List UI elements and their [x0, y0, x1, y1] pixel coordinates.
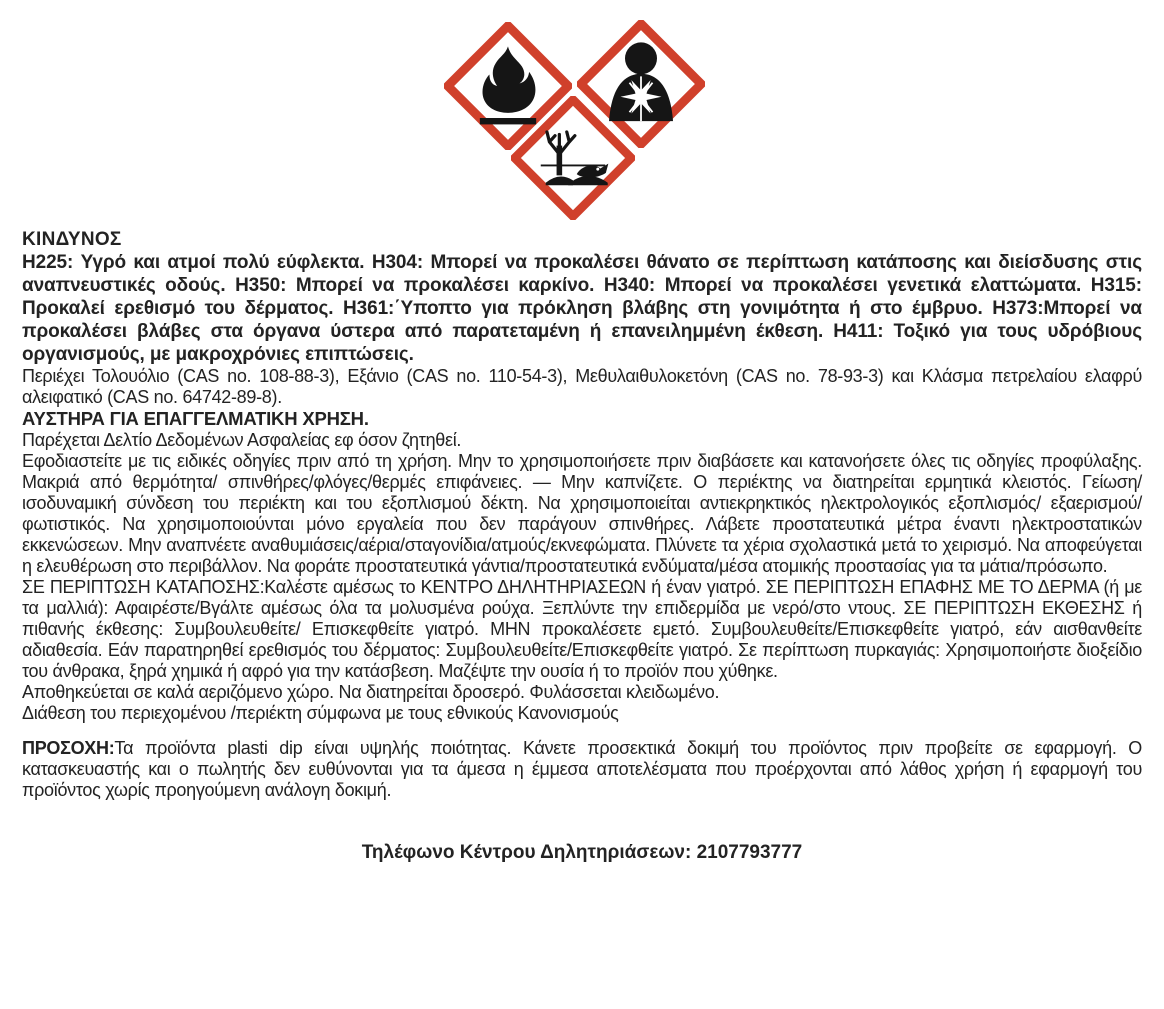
sds-statement: Παρέχεται Δελτίο Δεδομένων Ασφαλείας εφ όσον ζητηθεί.	[22, 430, 462, 450]
storage-statement: Αποθηκεύεται σε καλά αεριζόμενο χώρο. Να διατηρείται δροσερό. Φυλάσσεται κλειδωμένο.	[22, 682, 720, 702]
professional-use-statement: ΑΥΣΤΗΡΑ ΓΙΑ ΕΠΑΓΓΕΛΜΑΤΙΚΗ ΧΡΗΣΗ.	[22, 408, 369, 429]
disposal-statement: Διάθεση του περιεχομένου /περιέκτη σύμφωνα με τους εθνικούς Κανονισμούς	[22, 703, 619, 723]
caution-label: ΠΡΟΣΟΧΗ:	[22, 738, 115, 758]
precautionary-statements-general: Εφοδιαστείτε με τις ειδικές οδηγίες πριν από τη χρήση. Μην το χρησιμοποιήσετε πριν διαβάσετε και κατανοήσετε όλες τις οδηγίες προφύλαξης. Μακριά από θερμότητα/ σπινθήρες/φλόγες/θερμές επιφάνειες. — Μην καπνίζετε. Ο περιέκτης να διατηρείται ερμητικά κλειστός. Γείωση/ισοδυναμική σύνδεση του περιέκτη και του εξοπλισμού δέκτη. Να χρησιμοποιείται αντιεκρηκτικός ηλεκτρολογικός εξοπλισμός/ εξαερισμού/ φωτιστικός. Να χρησιμοποιούνται μόνο εργαλεία που δεν παράγουν σπινθήρες. Λάβετε προστατευτικά μέτρα έναντι ηλεκτροστατικών εκκενώσεων. Μην αναπνέετε αναθυμιάσεις/αέρια/σταγονίδια/ατμούς/εκνεφώματα. Πλύνετε τα χέρια σχολαστικά μετά το χειρισμό. Να αποφεύγεται η ελευθέρωση στο περιβάλλον. Να φοράτε προστατευτικά γάντια/προστατευτικά ενδύματα/μέσα ατομικής προστασίας για τα μάτια/πρόσωπο.	[22, 451, 1142, 576]
signal-word: ΚΙΝΔΥΝΟΣ	[22, 229, 122, 250]
hazard-statements: H225: Υγρό και ατμοί πολύ εύφλεκτα. H304: Μπορεί να προκαλέσει θάνατο σε περίπτωση κατάποσης και διείσδυσης στις αναπνευστικές οδούς. H350: Μπορεί να προκαλέσει καρκίνο. H340: Μπορεί να προκαλέσει γενετικά ελαττώματα. H315: Προκαλεί ερεθισμό του δέρματος. H361:΄Υποπτο για πρόκληση βλάβης στη γονιμότητα ή στο έμβρυο. H373:Μπορεί να προκαλέσει βλάβες στα όργανα ύστερα από παρατεταμένη ή επανειλημμένη έκθεση. H411: Τοξικό για τους υδρόβιους οργανισμούς, με μακροχρόνιες επιπτώσεις.	[22, 252, 1142, 365]
caution-paragraph	[22, 738, 1142, 801]
poison-center-phone: Τηλέφωνο Κέντρου Δηλητηριάσεων: 2107793777	[361, 842, 803, 863]
pictogram-cluster	[0, 0, 1164, 228]
caution-text: Τα προϊόντα plasti dip είναι υψηλής ποιότητας. Κάνετε προσεκτικά δοκιμή του προϊόντος πριν προβείτε σε εφαρμογή. Ο κατασκευαστής και ο πωλητής δεν ευθύνονται για τα άμεσα η έμμεσα αποτελέσματα που προέρχονται από λάθος χρήση ή εφαρμογή του προϊόντος χωρίς προηγούμενη ανάλογη δοκιμή.	[22, 738, 1142, 800]
ghs-environment-icon	[511, 96, 635, 220]
label-text-body	[0, 228, 1164, 864]
ingredients-statement: Περιέχει Τολουόλιο (CAS no. 108-88-3), Εξάνιο (CAS no. 110-54-3), Μεθυλαιθυλοκετόνη (CAS no. 78-93-3) και Κλάσμα πετρελαίου ελαφρύ αλειφατικό (CAS no. 64742-89-8).	[22, 366, 1142, 407]
precautionary-statements-response: ΣΕ ΠΕΡΙΠΤΩΣΗ ΚΑΤΑΠΟΣΗΣ:Καλέστε αμέσως το ΚΕΝΤΡΟ ΔΗΛΗΤΗΡΙΑΣΕΩΝ ή έναν γιατρό. ΣΕ ΠΕΡΙΠΤΩΣΗ ΕΠΑΦΗΣ ΜΕ ΤΟ ΔΕΡΜΑ (ή με τα μαλλιά): Αφαιρέστε/Βγάλτε αμέσως όλα τα μολυσμένα ρούχα. Ξεπλύντε την επιδερμίδα με νερό/στο ντους. ΣΕ ΠΕΡΙΠΤΩΣΗ ΕΚΘΕΣΗΣ ή πιθανής έκθεσης: Συμβουλευθείτε/ Επισκεφθείτε γιατρό. ΜΗΝ προκαλέσετε εμετό. Συμβουλευθείτε/Επισκεφθείτε γιατρό, εάν αισθανθείτε αδιαθεσία. Εάν παρατηρηθεί ερεθισμός του δέρματος: Συμβουλευθείτε/Επισκεφθείτε γιατρό. Σε περίπτωση πυρκαγιάς: Χρησιμοποιήστε διοξείδιο του άνθρακα, ξηρά χημικά ή αφρό για την κατάσβεση. Μαζέψτε την ουσία ή το προϊόν που χύθηκε.	[22, 577, 1142, 681]
